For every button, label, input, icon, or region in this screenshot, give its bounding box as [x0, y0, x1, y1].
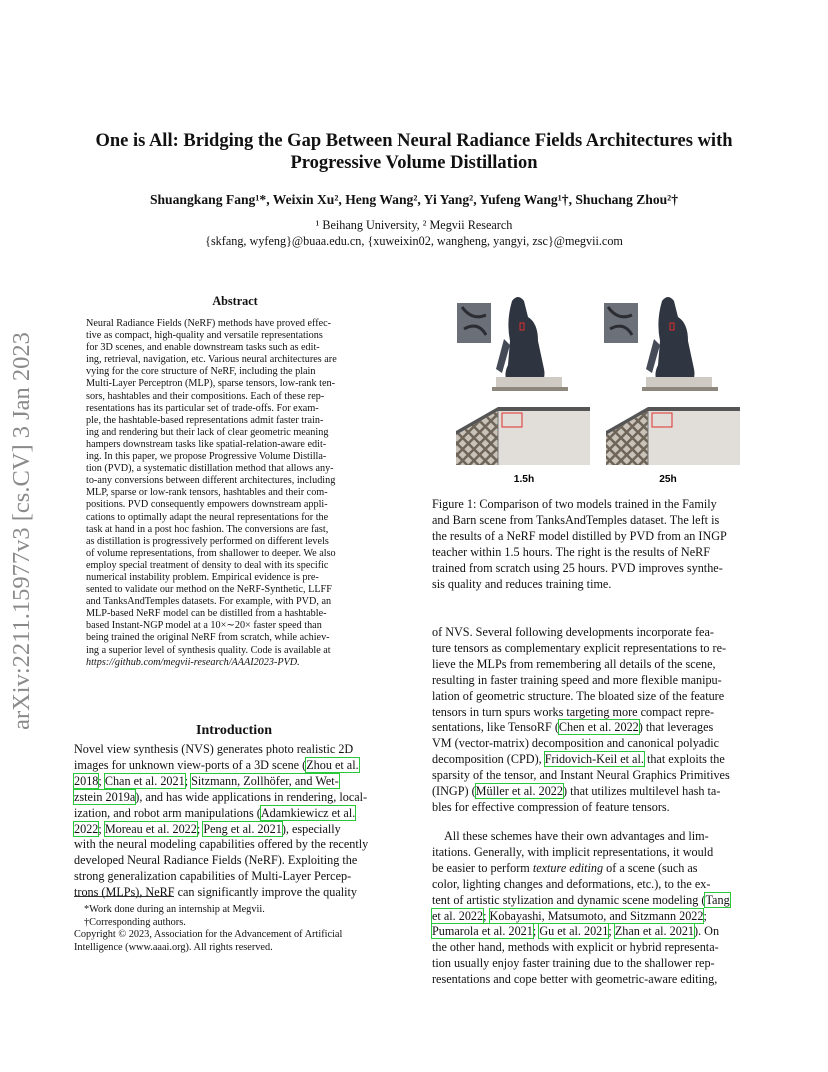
- introduction-paragraph: [74, 742, 396, 901]
- citation-link[interactable]: Chen et al. 2022: [558, 720, 639, 735]
- citation-link[interactable]: 2018: [74, 773, 99, 788]
- abstract-line: as distillation is progressively performed on different levels: [86, 535, 329, 547]
- citation-link[interactable]: Chan et al. 2021: [104, 773, 185, 788]
- abstract-line: for 3D scenes, and enable downstream tasks such as edit-: [86, 342, 320, 354]
- intro-line: strong generalization capabilities of Multi-Layer Percep-: [74, 869, 352, 884]
- author-emails: {skfang, wyfeng}@buaa.edu.cn, {xuweixin02, wangheng, yangyi, zsc}@megvii.com: [205, 234, 623, 248]
- body-line: et al. 2022; Kobayashi, Matsumoto, and Sitzmann 2022;: [432, 908, 707, 923]
- right-column-paragraph-1: [432, 625, 755, 816]
- citation-link[interactable]: Kobayashi, Matsumoto, and Sitzmann 2022: [489, 908, 704, 923]
- citation-link[interactable]: Zhan et al. 2021: [614, 924, 695, 939]
- abstract-heading: Abstract: [212, 294, 258, 308]
- code-url-link[interactable]: https://github.com/megvii-research/AAAI2023-PVD.: [86, 656, 300, 668]
- intro-line: images for unknown view-ports of a 3D scene (Zhou et al.: [74, 757, 359, 772]
- intro-line: 2018; Chan et al. 2021; Sitzmann, Zollhöfer, and Wet-: [74, 773, 339, 788]
- citation-link[interactable]: Fridovich-Keil et al.: [544, 752, 644, 767]
- body-line: Pumarola et al. 2021; Gu et al. 2021; Zhan et al. 2021). On: [432, 924, 720, 939]
- author-list: Shuangkang Fang¹*, Weixin Xu², Heng Wang², Yi Yang², Yufeng Wang¹†, Shuchang Zhou²†: [149, 192, 679, 207]
- body-line: ture tensors as complementary explicit representations to re-: [432, 640, 727, 655]
- body-line: the other hand, methods with explicit or hybrid representa-: [432, 940, 719, 955]
- abstract-line: sors, hashtables and their compositions. Each of these rep-: [86, 390, 325, 402]
- intro-line: ization, and robot arm manipulations (Adamkiewicz et al.: [74, 805, 356, 820]
- title-line-2: Progressive Volume Distillation: [290, 153, 538, 173]
- body-line: sparsity of the tensor, and Instant Neural Graphics Primitives: [432, 768, 730, 783]
- abstract-line: task at hand in a post hoc fashion. The conversions are fast,: [86, 523, 329, 535]
- footnote-rule: [74, 896, 174, 897]
- citation-link[interactable]: Moreau et al. 2022: [104, 821, 197, 836]
- intro-line: 2022; Moreau et al. 2022; Peng et al. 2021), especially: [74, 821, 341, 836]
- figure-1-images: [440, 289, 750, 485]
- citation-link[interactable]: zstein 2019a: [74, 789, 136, 804]
- title-line-1: One is All: Bridging the Gap Between Neural Radiance Fields Architectures with: [95, 131, 733, 151]
- abstract-line: Neural Radiance Fields (NeRF) methods have proved effec-: [86, 318, 332, 329]
- caption-line: trained from scratch using 25 hours. PVD improves synthe-: [432, 560, 723, 575]
- abstract-line: MLP, sparse or low-rank tensors, hashtables and their com-: [86, 487, 328, 499]
- abstract-line: hampers downstream tasks like spatial-relation-aware edit-: [86, 438, 327, 450]
- arxiv-stamp-text: arXiv:2211.15977v3 [cs.CV] 3 Jan 2023: [8, 332, 35, 730]
- paper-title: [60, 130, 768, 174]
- citation-link[interactable]: Adamkiewicz et al.: [260, 805, 356, 820]
- body-line: lieve the MLPs from remembering all details of the scene,: [432, 656, 716, 671]
- body-line: color, lighting changes and deformations, etc.), to the ex-: [432, 876, 711, 891]
- caption-line: the results of a NeRF model distilled by PVD from an INGP: [432, 528, 727, 543]
- citation-link[interactable]: Tang: [705, 892, 730, 907]
- abstract-line: MLP-based NeRF model can be distilled from a hashtable-: [86, 608, 327, 620]
- abstract-line: positions. PVD consequently empowers downstream appli-: [86, 499, 328, 511]
- copyright-line-2: Intelligence (www.aaai.org). All rights reserved.: [74, 941, 273, 953]
- abstract-line: tive as compact, high-quality and versatile representations: [86, 330, 323, 342]
- abstract-line: ing a superior level of synthesis quality. Code is available at: [86, 644, 331, 656]
- abstract-line: cations to optimally adapt the neural representations for the: [86, 511, 329, 523]
- intro-line: with the neural modeling capabilities offered by the recently: [74, 837, 369, 852]
- abstract-line: Multi-Layer Perceptron (MLP), sparse tensors, low-rank ten-: [86, 378, 335, 390]
- body-line: bles for effective compression of feature tensors.: [432, 799, 670, 814]
- citation-link[interactable]: Gu et al. 2021: [539, 924, 609, 939]
- abstract-line: being trained the original NeRF from scratch, while achiev-: [86, 632, 330, 644]
- abstract-line: resentations has its particular set of trade-offs. For exam-: [86, 402, 319, 414]
- citation-link[interactable]: Pumarola et al. 2021: [432, 924, 533, 939]
- citation-link[interactable]: et al. 2022: [432, 908, 484, 923]
- abstract-line: numerical instability problem. Empirical evidence is pre-: [86, 571, 319, 583]
- abstract-line: employ special treatment of density to deal with its specific: [86, 559, 329, 571]
- body-line: sentations, like TensoRF (Chen et al. 2022) that leverages: [432, 720, 714, 735]
- caption-line: and Barn scene from TanksAndTemples dataset. The left is: [432, 512, 720, 527]
- statue-right-image: [604, 297, 718, 391]
- right-column-paragraph-2: [432, 829, 755, 988]
- abstract-lines: [86, 318, 382, 657]
- body-line: VM (vector-matrix) decomposition and canonical polyadic: [432, 736, 720, 751]
- caption-line: teacher within 1.5 hours. The right is the results of NeRF: [432, 544, 711, 559]
- citation-link[interactable]: Müller et al. 2022: [475, 784, 563, 799]
- body-line: tent of artistic stylization and dynamic scene modeling (Tang: [432, 892, 730, 907]
- body-line: of NVS. Several following developments incorporate fea-: [432, 625, 714, 639]
- citation-link[interactable]: Sitzmann, Zollhöfer, and Wet-: [191, 773, 339, 788]
- copyright-line-1: Copyright © 2023, Association for the Advancement of Artificial: [74, 929, 343, 940]
- intro-line: zstein 2019a), and has wide applications in rendering, local-: [74, 789, 368, 804]
- footnote-corresponding: †Corresponding authors.: [84, 916, 186, 928]
- intro-line: developed Neural Radiance Fields (NeRF). Exploiting the: [74, 853, 358, 868]
- abstract-line: based Instant-NGP model at a 10×∼20× faster speed than: [86, 620, 322, 632]
- abstract-line: and TanksAndTemples datasets. For example, with PVD, an: [86, 596, 332, 608]
- citation-link[interactable]: 2022: [74, 821, 99, 836]
- abstract-line: ple, the hashtable-based representations admit faster train-: [86, 414, 324, 426]
- body-line: decomposition (CPD), Fridovich-Keil et al. that exploits the: [432, 752, 725, 767]
- citation-link[interactable]: Peng et al. 2021: [203, 821, 282, 836]
- body-line: tion usually enjoy faster training due to the shallower rep-: [432, 956, 715, 971]
- barn-right-image: [606, 407, 740, 465]
- abstract-line: ing, retrieval, navigation, etc. Various neural architectures are: [86, 354, 337, 366]
- caption-line: Figure 1: Comparison of two models trained in the Family: [432, 497, 717, 511]
- figure-label-right: 25h: [659, 474, 677, 485]
- figure-label-left: 1.5h: [513, 474, 535, 485]
- abstract-line: ing. In this paper, we propose Progressive Volume Distilla-: [86, 451, 327, 463]
- footnote-work-done: *Work done during an internship at Megvii.: [84, 904, 265, 915]
- introduction-heading: Introduction: [196, 723, 272, 738]
- abstract-body: [86, 318, 382, 669]
- body-line: be easier to perform texture editing of a scene (such as: [432, 860, 698, 875]
- figure-1-caption: [432, 497, 755, 592]
- body-line: tensors in turn spurs works targeting more compact repre-: [432, 704, 715, 719]
- arxiv-stamp: [2, 296, 42, 766]
- statue-left-image: [457, 297, 568, 391]
- affiliations: ¹ Beihang University, ² Megvii Research: [315, 218, 513, 232]
- abstract-line: of volume representations, from shallower to deeper. We also: [86, 547, 336, 559]
- body-line: itations. Generally, with implicit representations, it would: [432, 844, 714, 859]
- barn-left-image: [456, 407, 590, 465]
- abstract-line: sented to validate our method on the NeRF-Synthetic, LLFF: [86, 584, 332, 596]
- body-line: resentations and cope better with geometric-aware editing,: [432, 972, 718, 987]
- abstract-line: tion (PVD), a systematic distillation method that allows any-: [86, 463, 334, 475]
- figure-1: [440, 289, 750, 485]
- caption-line: sis quality and reduces training time.: [432, 576, 612, 591]
- citation-link[interactable]: Zhou et al.: [306, 757, 359, 772]
- abstract-line: to-any conversions between different architectures, including: [86, 475, 336, 487]
- abstract-line: vying for the core structure of NeRF, including the plain: [86, 366, 316, 378]
- body-line: resulting in faster training speed and more flexible manipu-: [432, 672, 722, 687]
- body-line: lation of geometric structure. The bloated size of the feature: [432, 688, 725, 703]
- intro-line: Novel view synthesis (NVS) generates photo realistic 2D: [74, 742, 354, 756]
- body-line: (INGP) (Müller et al. 2022) that utilizes multilevel hash ta-: [432, 784, 721, 799]
- footnotes: [74, 904, 404, 954]
- intro-line: trons (MLPs), NeRF can significantly improve the quality: [74, 885, 357, 900]
- body-line: All these schemes have their own advantages and lim-: [444, 829, 709, 843]
- abstract-line: ing and rendering but their lack of clear geometric meaning: [86, 426, 329, 438]
